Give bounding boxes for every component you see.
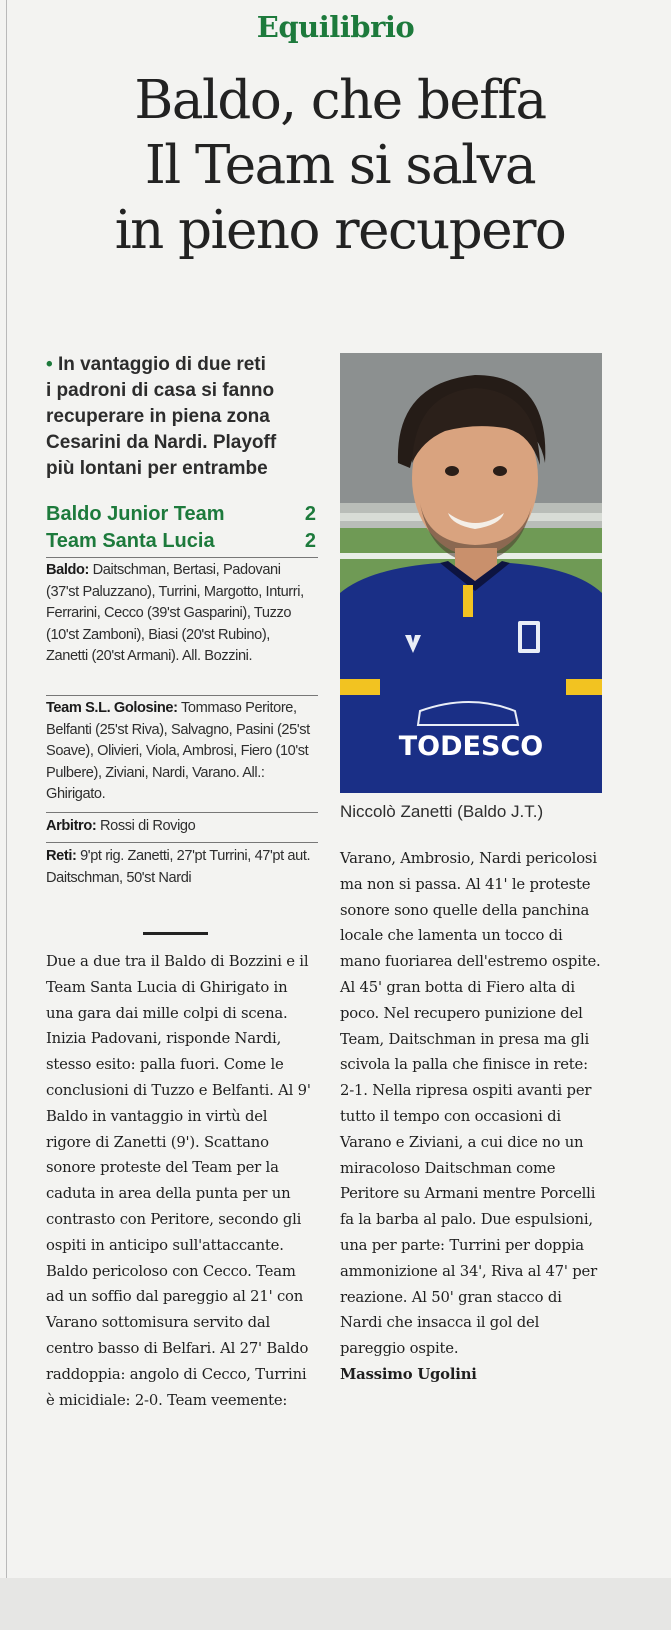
lineup-baldo-text: Daitschman, Bertasi, Padovani (37'st Paluzzano), Turrini, Margotto, Inturri, Ferrarini, Cecco (39'st Gasparini), Tuzzo (10'st Zamboni), Biasi (20'st Rubino), Zanetti (20'st Armani). All. Bozzini. xyxy=(46,562,304,664)
photo-caption: Niccolò Zanetti (Baldo J.T.) xyxy=(340,802,544,821)
referee xyxy=(46,816,314,838)
article-separator xyxy=(143,932,208,935)
summary-line-4: Cesarini da Nardi. Playoff xyxy=(46,432,277,453)
divider xyxy=(46,557,318,558)
summary-line-2: i padroni di casa si fanno xyxy=(46,380,275,401)
lineup-team-label: Team S.L. Golosine: xyxy=(46,700,178,716)
goals-label: Reti: xyxy=(46,848,77,864)
divider xyxy=(46,812,318,813)
page-bottom-band xyxy=(0,1578,671,1630)
summary-line-3: recuperare in piena zona xyxy=(46,406,270,427)
goals-text: 9'pt rig. Zanetti, 27'pt Turrini, 47'pt aut. Daitschman, 50'st Nardi xyxy=(46,848,311,886)
article-author: Massimo Ugolini xyxy=(340,1365,477,1383)
referee-text: Rossi di Rovigo xyxy=(96,818,196,834)
divider xyxy=(46,842,318,843)
headline-line-3: in pieno recupero xyxy=(114,200,566,261)
lineup-team-text: Tommaso Peritore, Belfanti (25'st Riva), Salvagno, Pasini (25'st Soave), Olivieri, Viola, Ambrosi, Fiero (10'st Pulbere), Ziviani, Nardi, Varano. All.: Ghirigato. xyxy=(46,700,310,802)
divider xyxy=(46,695,318,696)
lineup-baldo xyxy=(46,560,314,668)
jersey-sponsor: TODESCO xyxy=(398,731,544,762)
summary-line-1: In vantaggio di due reti xyxy=(57,354,266,375)
goals-info xyxy=(46,846,314,889)
section-label: Equilibrio xyxy=(256,10,415,44)
away-team-name: Team Santa Lucia xyxy=(46,530,215,552)
article-text-1: Due a due tra il Baldo di Bozzini e il Team Santa Lucia di Ghirigato in una gara dai mille colpi di scena. Inizia Padovani, risponde Nardi, stesso esito: palla fuori. Come le conclusioni di Tuzzo e Belfanti. Al 9' Baldo in vantaggio in virtù del rigore di Zanetti (9'). Scattano sonore proteste del Team per la caduta in area della punta per un contrasto con Peritore, secondo gli ospiti in anticipo sull'attaccante. Baldo pericoloso con Cecco. Team ad un soffio dal pareggio al 21' con Varano sottomisura servito dal centro basso di Belfari. Al 27' Baldo raddoppia: angolo di Cecco, Turrini è micidiale: 2-0. Team veemente: xyxy=(46,953,311,1409)
home-team-goals: 2 xyxy=(304,503,316,525)
home-team-name: Baldo Junior Team xyxy=(46,503,225,525)
summary-bullet-icon: • xyxy=(46,354,53,375)
summary-line-5: più lontani per entrambe xyxy=(46,458,268,479)
score-row-away xyxy=(46,530,316,553)
lineup-team xyxy=(46,698,314,806)
article-text-2: Varano, Ambrosio, Nardi pericolosi ma non si passa. Al 41' le proteste sonore sono quelle della panchina locale che lamenta un tocco di mano fuoriarea dell'estremo ospite. Al 45' gran botta di Fiero alta di poco. Nel recupero punizione del Team, Daitschman in presa ma gli scivola la palla che finisce in rete: 2-1. Nella ripresa ospiti avanti per tutto il tempo con occasioni di Varano e Ziviani, a cui dice no un miracoloso Daitschman come Peritore su Armani mentre Porcelli fa la barba al palo. Due espulsioni, una per parte: Turrini per doppia ammonizione al 34', Riva al 47' per reazione. Al 50' gran stacco di Nardi che insacca il gol del pareggio ospite. xyxy=(340,850,601,1358)
headline-line-1: Baldo, che beffa xyxy=(134,70,546,131)
player-photo-illustration xyxy=(340,353,602,793)
referee-label: Arbitro: xyxy=(46,818,97,834)
score-row-home xyxy=(46,503,316,526)
player-photo xyxy=(340,353,602,793)
article-column-1 xyxy=(46,949,316,1413)
article-column-2 xyxy=(340,846,602,1388)
headline-line-2: Il Team si salva xyxy=(144,135,536,196)
away-team-goals: 2 xyxy=(304,530,316,552)
lineup-baldo-label: Baldo: xyxy=(46,562,89,578)
summary xyxy=(46,352,326,482)
headline xyxy=(10,68,670,263)
page-left-border xyxy=(6,0,7,1578)
